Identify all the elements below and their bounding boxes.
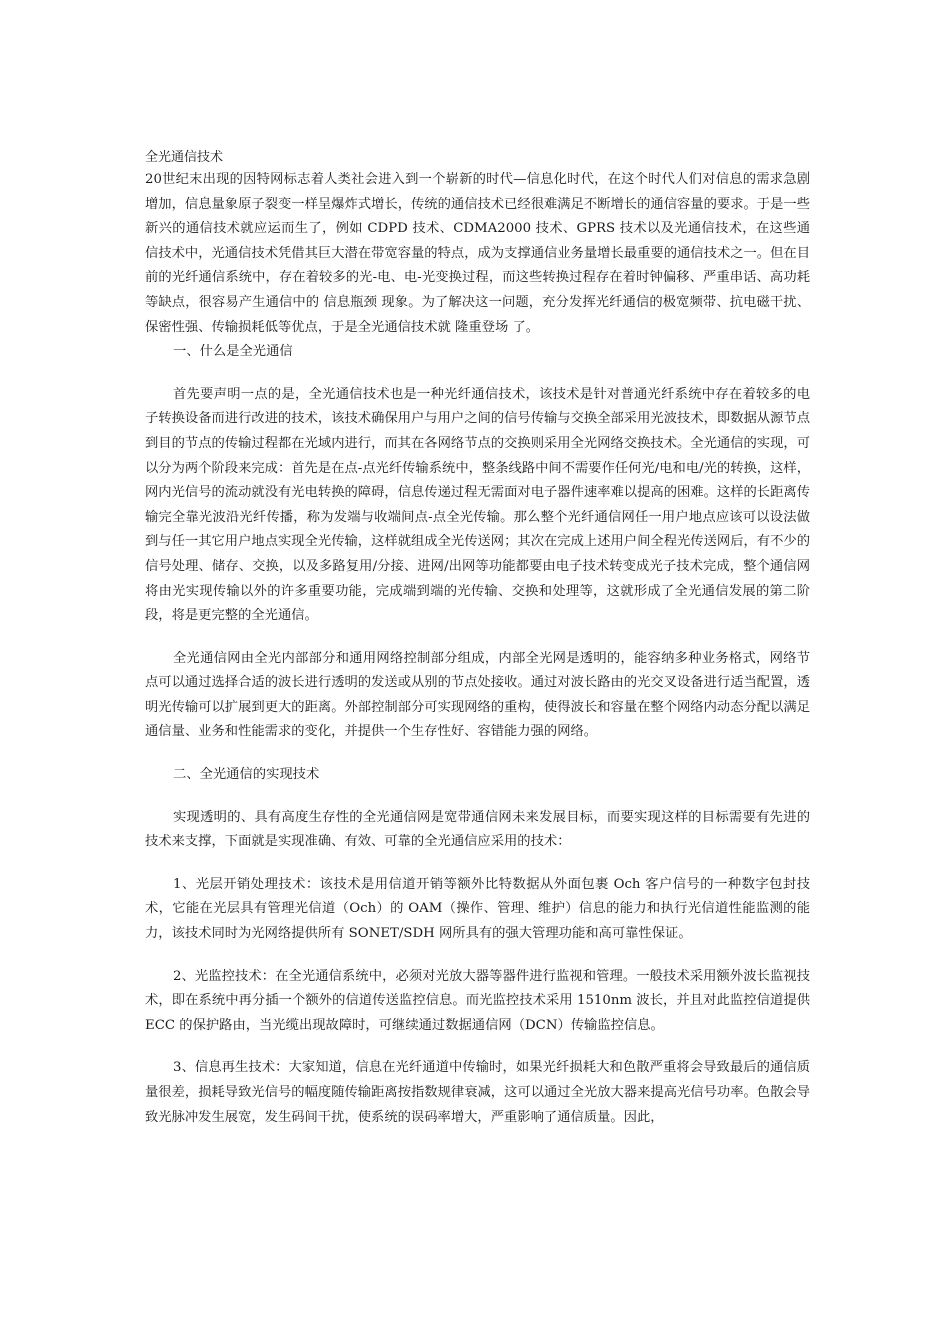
paragraph-1: 首先要声明一点的是，全光通信技术也是一种光纤通信技术，该技术是针对普通光纤系统中存在着较多的电子转换设备而进行改进的技术，该技术确保用户与用户之间的信号传输与交换全部采用光波技术，即数据从源节点到目的节点的传输过程都在光域内进行，而其在各网络节点的交换则采用全光网络交换技术。全光通信的实现，可以分为两个阶段来完成：首先是在点-点光纤传输系统中，整条线路中间不需要作任何光/电和电/光的转换，这样，网内光信号的流动就没有光电转换的障碍，信息传递过程无需面对电子器件速率难以提高的困难。这样的长距离传输完全靠光波沿光纤传播，称为发端与收端间点-点全光传输。那么整个光纤通信网任一用户地点应该可以设法做到与任一其它用户地点实现全光传输，这样就组成全光传送网；其次在完成上述用户间全程光传送网后，有不少的信号处理、储存、交换，以及多路复用/分接、进网/出网等功能都要由电子技术转变成光子技术完成，整个通信网将由光实现传输以外的许多重要功能，完成端到端的光传输、交换和处理等，这就形成了全光通信发展的第二阶段，将是更完整的全光通信。	[145, 386, 810, 624]
section-heading-2: 二、全光通信的实现技术	[173, 767, 320, 783]
intro-paragraph: 20世纪末出现的因特网标志着人类社会进入到一个崭新的时代—信息化时代，在这个时代人们对信息的需求急剧增加，信息量象原子裂变一样呈爆炸式增长，传统的通信技术已经很难满足不断增长的通信容量的要求。于是一些新兴的通信技术就应运而生了，例如 CDPD 技术、CDMA2000 技术、GPRS 技术以及光通信技术，在这些通信技术中，光通信技术凭借其巨大潜在带宽容量的特点，成为支撑通信业务量增长最重要的通信技术之一。但在目前的光纤通信系统中，存在着较多的光-电、电-光变换过程，而这些转换过程存在着时钟偏移、严重串话、高功耗等缺点，很容易产生通信中的 信息瓶颈 现象。为了解决这一问题，充分发挥光纤通信的极宽频带、抗电磁干扰、保密性强、传输损耗低等优点，于是全光通信技术就 隆重登场 了。	[145, 172, 810, 335]
document-title: 全光通信技术	[145, 150, 224, 165]
list-item-1: 1、光层开销处理技术：该技术是用信道开销等额外比特数据从外面包裹 Och 客户信号的一种数字包封技术，它能在光层具有管理光信道（Och）的 OAM（操作、管理、维护）信息的能力和执行光信道性能监测的能力，该技术同时为光网络提供所有 SONET/SDH 网所具有的强大管理功能和高可靠性保证。	[145, 876, 810, 942]
paragraph-2: 全光通信网由全光内部部分和通用网络控制部分组成，内部全光网是透明的，能容纳多种业务格式，网络节点可以通过选择合适的波长进行透明的发送或从别的节点处接收。通过对波长路由的光交叉设备进行适当配置，透明光传输可以扩展到更大的距离。外部控制部分可实现网络的重构，使得波长和容量在整个网络内动态分配以满足通信量、业务和性能需求的变化，并提供一个生存性好、容错能力强的网络。	[145, 650, 810, 740]
document-page	[145, 148, 810, 1130]
paragraph-3: 实现透明的、具有高度生存性的全光通信网是宽带通信网未来发展目标，而要实现这样的目标需要有先进的技术来支撑，下面就是实现准确、有效、可靠的全光通信应采用的技术：	[145, 809, 810, 850]
section-heading-1: 一、什么是全光通信	[173, 344, 293, 360]
list-item-2: 2、光监控技术：在全光通信系统中，必须对光放大器等器件进行监视和管理。一般技术采用额外波长监视技术，即在系统中再分插一个额外的信道传送监控信息。而光监控技术采用 1510nm 波长，并且对此监控信道提供 ECC 的保护路由，当光缆出现故障时，可继续通过数据通信网（DCN）传输监控信息。	[145, 968, 810, 1033]
list-item-3: 3、信息再生技术：大家知道，信息在光纤通道中传输时，如果光纤损耗大和色散严重将会导致最后的通信质量很差，损耗导致光信号的幅度随传输距离按指数规律衰减，这可以通过全光放大器来提高光信号功率。色散会导致光脉冲发生展宽，发生码间干扰，使系统的误码率增大，严重影响了通信质量。因此，	[145, 1060, 810, 1125]
